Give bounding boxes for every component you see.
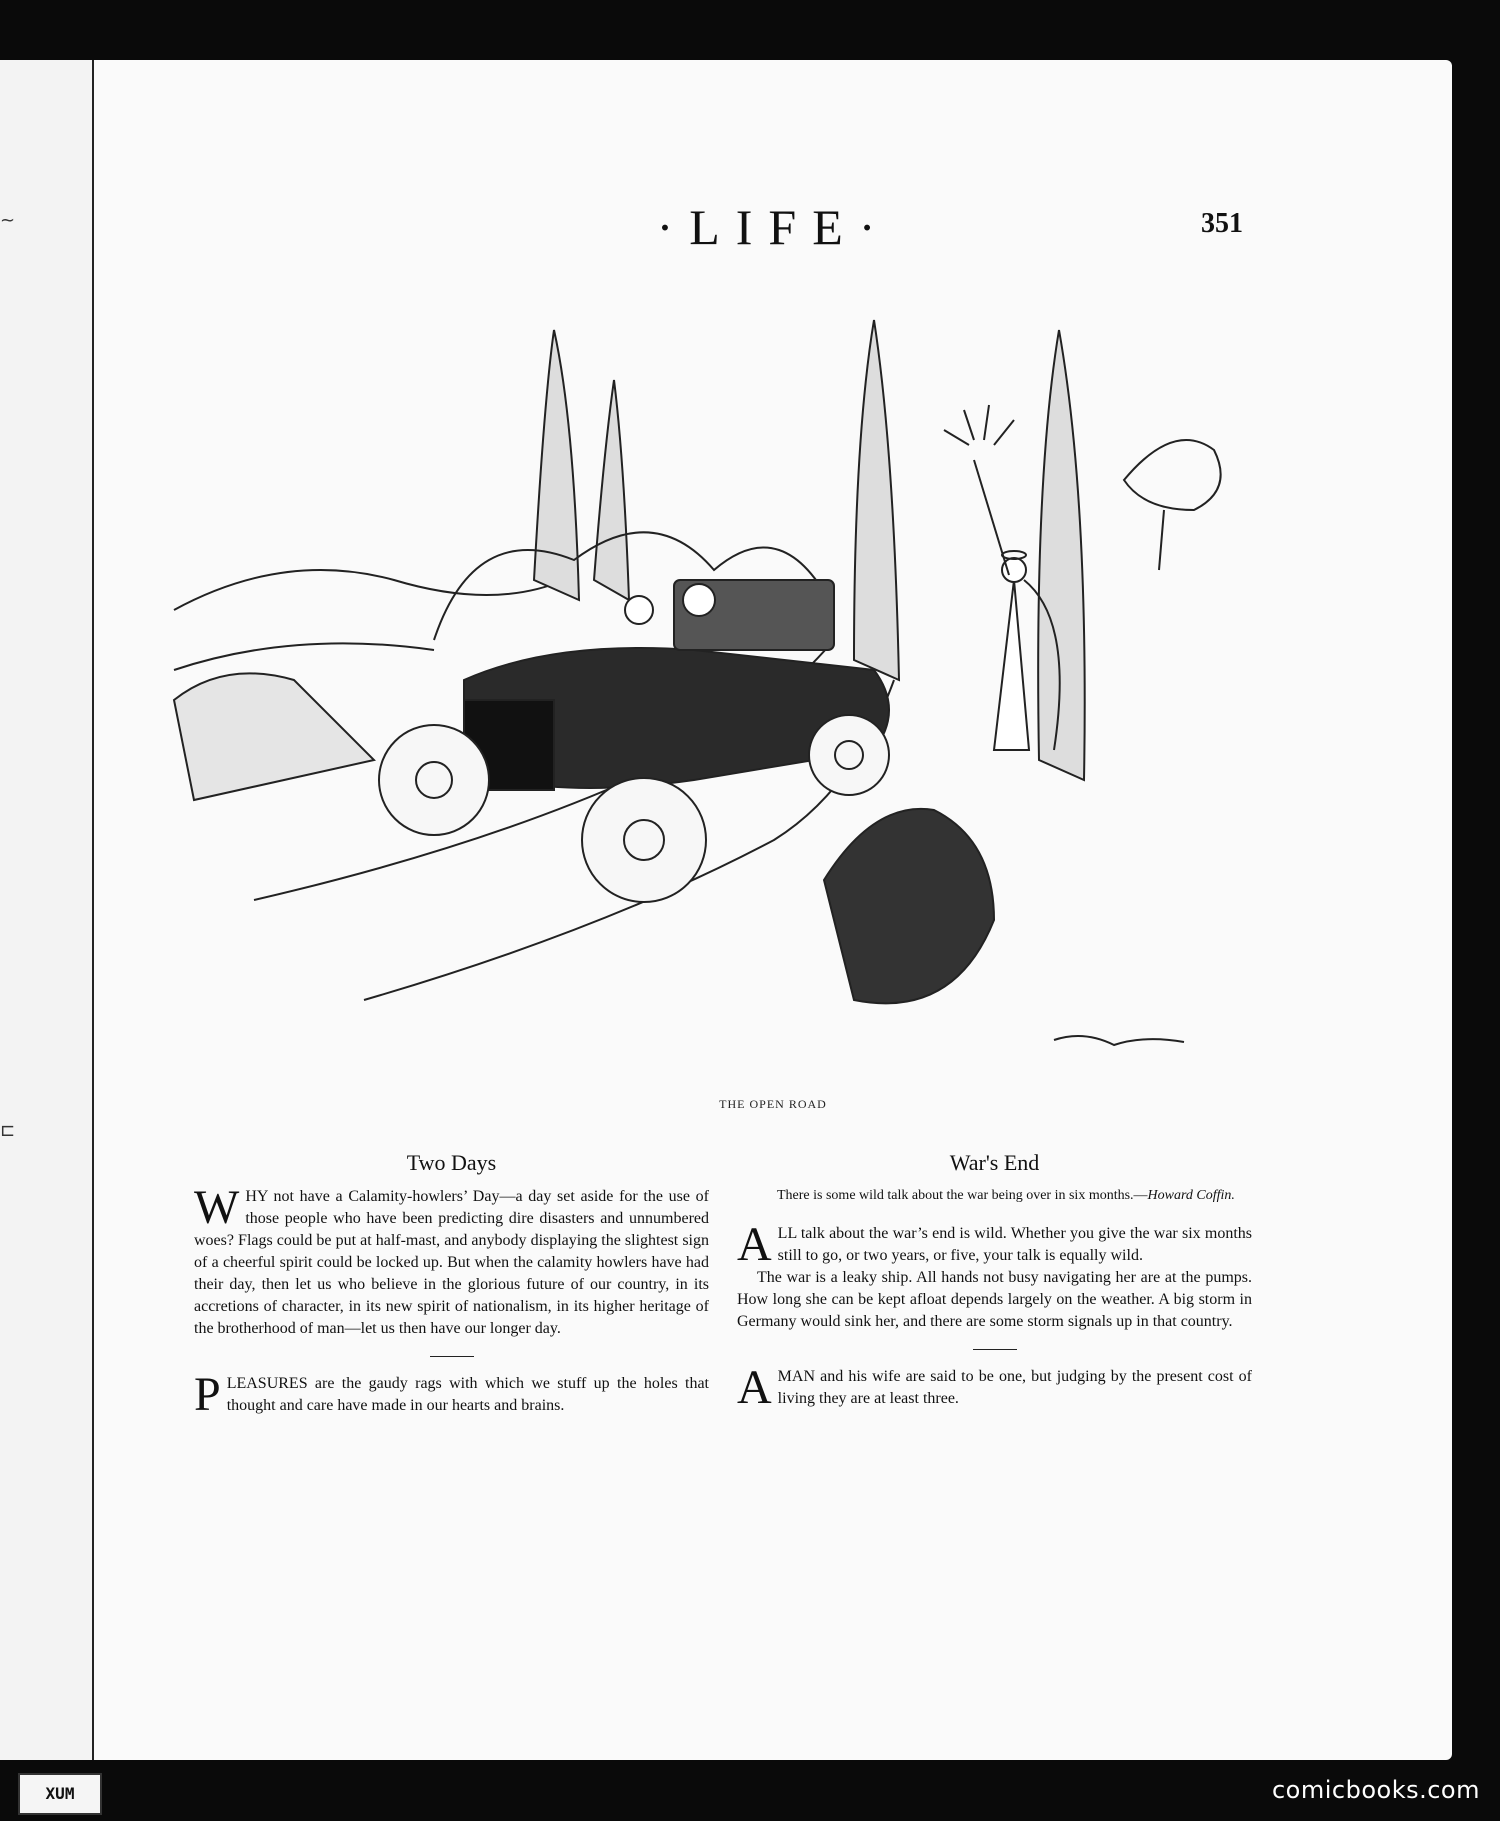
- article-title: War's End: [949, 1150, 1040, 1175]
- archive-badge: XUM: [18, 1773, 102, 1815]
- article-paragraph: The war is a leaky ship. All hands not busy navigating her are at the pumps. How long she can be kept afloat depends largely on the weather. A big storm in Germany would sink her, and there are some storm signals up in that country.: [737, 1269, 1252, 1330]
- article-paragraph: [194, 1181, 709, 1340]
- margin-mark: ~: [0, 210, 16, 231]
- drop-cap: A: [737, 1218, 772, 1271]
- paragraph-text: LL talk about the war’s end is wild. Whether you give the war six months still to go, or two years, or five, your talk is equally wild.: [777, 1225, 1252, 1264]
- paragraph-text: HY not have a Calamity-howlers’ Day—a day set aside for the use of those people who have been predicting dire disasters and unnumbered woes? Flags could be put at half-mast, and anybody displaying the slightest sign of a cheerful spirit could be locked up. But when the calamity howlers have had their day, then let us who believe in the glorious future of our country, in its accretions of character, in its new spirit of nationalism, in its higher heritage of the brotherhood of man—let us then have our longer day.: [194, 1188, 709, 1337]
- section-rule: [430, 1356, 474, 1357]
- article-two-days: [194, 1150, 709, 1421]
- paragraph-text: MAN and his wife are said to be one, but judging by the present cost of living they are at least three.: [777, 1368, 1252, 1407]
- paragraph-text: LEASURES are the gaudy rags with which we stuff up the holes that thought and care have made in our hearts and brains.: [226, 1375, 709, 1414]
- magazine-page: [94, 60, 1452, 1760]
- watermark: comicbooks.com: [1271, 1776, 1480, 1804]
- drop-cap: P: [194, 1368, 221, 1421]
- article-title: Two Days: [406, 1150, 497, 1175]
- epigraph-text: There is some wild talk about the war being over in six months.—: [777, 1188, 1148, 1203]
- article-wars-end: [737, 1150, 1252, 1414]
- epigraph: [737, 1186, 1252, 1205]
- drop-cap: A: [737, 1361, 772, 1414]
- article-paragraph: [737, 1218, 1252, 1271]
- article-paragraph: [194, 1368, 709, 1421]
- epigraph-author: Howard Coffin.: [1147, 1188, 1235, 1203]
- facing-page-edge: [0, 60, 95, 1760]
- illustration-caption: THE OPEN ROAD: [719, 1097, 827, 1111]
- page-number: 351: [1201, 208, 1243, 239]
- drop-cap: W: [194, 1181, 240, 1234]
- margin-mark: ⊏: [0, 1120, 16, 1141]
- article-paragraph: [737, 1361, 1252, 1414]
- masthead: ·LIFE·: [656, 199, 892, 255]
- section-rule: [973, 1349, 1017, 1350]
- open-road-illustration: [134, 280, 1314, 1070]
